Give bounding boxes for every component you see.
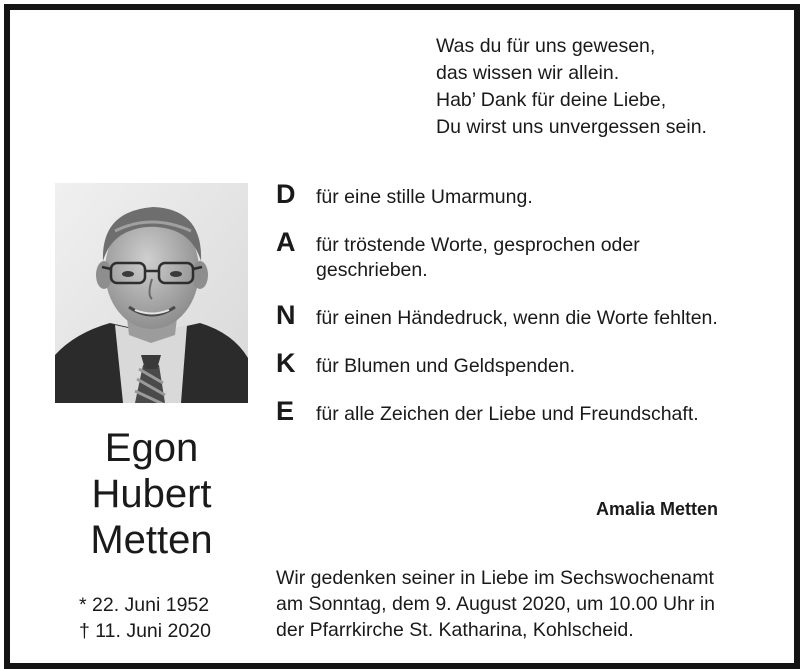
danke-text: für einen Händedruck, wenn die Worte fehlten. — [316, 307, 718, 329]
memorial-line: am Sonntag, dem 9. August 2020, um 10.00 Uhr in — [276, 593, 716, 615]
danke-text: für alle Zeichen der Liebe und Freundschaft. — [316, 403, 699, 425]
name-line: Metten — [90, 518, 213, 562]
danke-row — [276, 395, 776, 427]
life-dates — [79, 592, 211, 644]
danke-text: für Blumen und Geldspenden. — [316, 355, 576, 377]
danke-list — [276, 178, 776, 443]
danke-letter: D — [276, 179, 296, 209]
danke-row — [276, 178, 776, 210]
danke-letter: K — [276, 348, 296, 378]
memorial-line: Wir gedenken seiner in Liebe im Sechswochenamt — [276, 567, 714, 589]
poem-line: Du wirst uns unvergessen sein. — [436, 116, 707, 138]
portrait-photo — [55, 183, 248, 403]
name-line: Egon — [104, 426, 199, 470]
deceased-name — [55, 425, 248, 563]
danke-text: für tröstende Worte, gesprochen oder geschrieben. — [316, 234, 640, 281]
danke-row — [276, 347, 776, 379]
danke-row — [276, 299, 776, 331]
poem-line: Was du für uns gewesen, — [436, 35, 656, 57]
poem-line: das wissen wir allein. — [436, 62, 620, 84]
danke-letter: A — [276, 227, 296, 257]
death-date: † 11. Juni 2020 — [79, 620, 211, 642]
portrait-illustration — [55, 183, 248, 403]
danke-letter: N — [276, 300, 296, 330]
birth-date: * 22. Juni 1952 — [79, 594, 210, 616]
poem — [436, 33, 707, 141]
poem-line: Hab’ Dank für deine Liebe, — [436, 89, 667, 111]
memorial-announcement — [276, 565, 715, 643]
signer-name: Amalia Metten — [596, 499, 719, 519]
danke-text: für eine stille Umarmung. — [316, 186, 533, 208]
memorial-line: der Pfarrkirche St. Katharina, Kohlscheid. — [276, 619, 634, 641]
danke-letter: E — [276, 396, 295, 426]
danke-row — [276, 226, 776, 283]
name-line: Hubert — [91, 472, 212, 516]
